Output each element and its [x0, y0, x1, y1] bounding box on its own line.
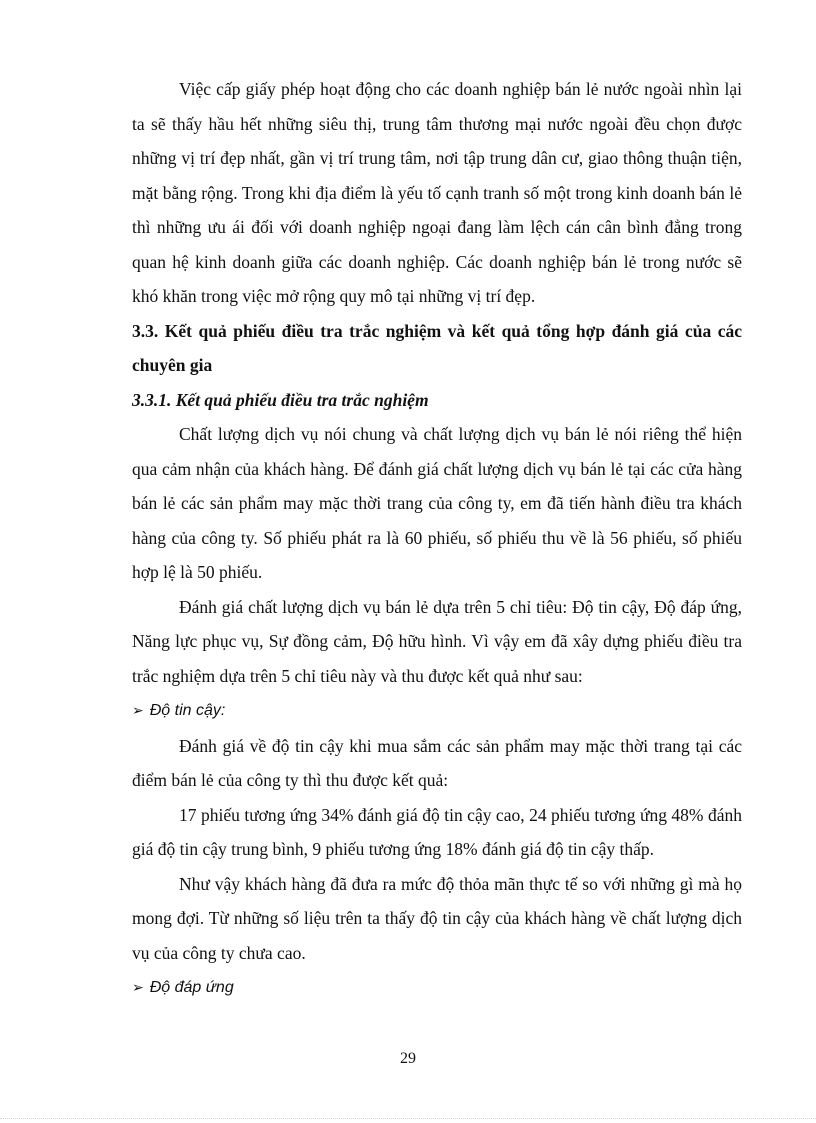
bullet-responsiveness-label: Độ đáp ứng — [149, 979, 234, 996]
paragraph-reliability-conclusion: Như vậy khách hàng đã đưa ra mức độ thỏa mãn thực tế so với những gì mà họ mong đợi. Từ những số liệu trên ta thấy độ tin cậy của khách hàng về chất lượng dịch vụ của công ty chưa cao. — [132, 873, 742, 963]
subsection-heading: 3.3.1. Kết quả phiếu điều tra trắc nghiệm — [132, 389, 429, 410]
section-heading: 3.3. Kết quả phiếu điều tra trắc nghiệm và kết quả tổng hợp đánh giá của các chuyên gia — [132, 320, 742, 375]
arrow-bullet-icon: ➢ — [132, 979, 144, 995]
bottom-divider — [0, 1118, 816, 1119]
paragraph-criteria: Đánh giá chất lượng dịch vụ bán lẻ dựa trên 5 chỉ tiêu: Độ tin cậy, Độ đáp ứng, Năng lực phục vụ, Sự đồng cảm, Độ hữu hình. Vì vậy em đã xây dựng phiếu điều tra trắc nghiệm dựa trên 5 chỉ tiêu này và thu được kết quả như sau: — [132, 596, 742, 686]
bullet-responsiveness — [132, 970, 742, 1006]
bullet-reliability-label: Độ tin cậy: — [149, 702, 226, 719]
page-content — [132, 72, 742, 1006]
paragraph-reliability-intro: Đánh giá về độ tin cậy khi mua sắm các sản phẩm may mặc thời trang tại các điểm bán lẻ của công ty thì thu được kết quả: — [132, 735, 742, 790]
page-number: 29 — [400, 1050, 416, 1067]
paragraph-service-quality: Chất lượng dịch vụ nói chung và chất lượng dịch vụ bán lẻ nói riêng thể hiện qua cảm nhận của khách hàng. Để đánh giá chất lượng dịch vụ bán lẻ tại các cửa hàng bán lẻ các sản phẩm may mặc thời trang của công ty, em đã tiến hành điều tra khách hàng của công ty. Số phiếu phát ra là 60 phiếu, số phiếu thu về là 56 phiếu, số phiếu hợp lệ là 50 phiếu. — [132, 424, 742, 582]
arrow-bullet-icon: ➢ — [132, 702, 144, 718]
paragraph-foreign-retail-licensing: Việc cấp giấy phép hoạt động cho các doanh nghiệp bán lẻ nước ngoài nhìn lại ta sẽ thấy hầu hết những siêu thị, trung tâm thương mại nước ngoài đều chọn được những vị trí đẹp nhất, gần vị trí trung tâm, nơi tập trung dân cư, giao thông thuận tiện, mặt bằng rộng. Trong khi địa điểm là yếu tố cạnh tranh số một trong kinh doanh bán lẻ thì những ưu ái đối với doanh nghiệp ngoại đang làm lệch cán cân bình đẳng trong quan hệ kinh doanh giữa các doanh nghiệp. Các doanh nghiệp bán lẻ trong nước sẽ khó khăn trong việc mở rộng quy mô tại những vị trí đẹp. — [132, 79, 742, 306]
paragraph-reliability-results: 17 phiếu tương ứng 34% đánh giá độ tin cậy cao, 24 phiếu tương ứng 48% đánh giá độ tin cậy trung bình, 9 phiếu tương ứng 18% đánh giá độ tin cậy thấp. — [132, 804, 742, 859]
bullet-reliability — [132, 693, 742, 729]
